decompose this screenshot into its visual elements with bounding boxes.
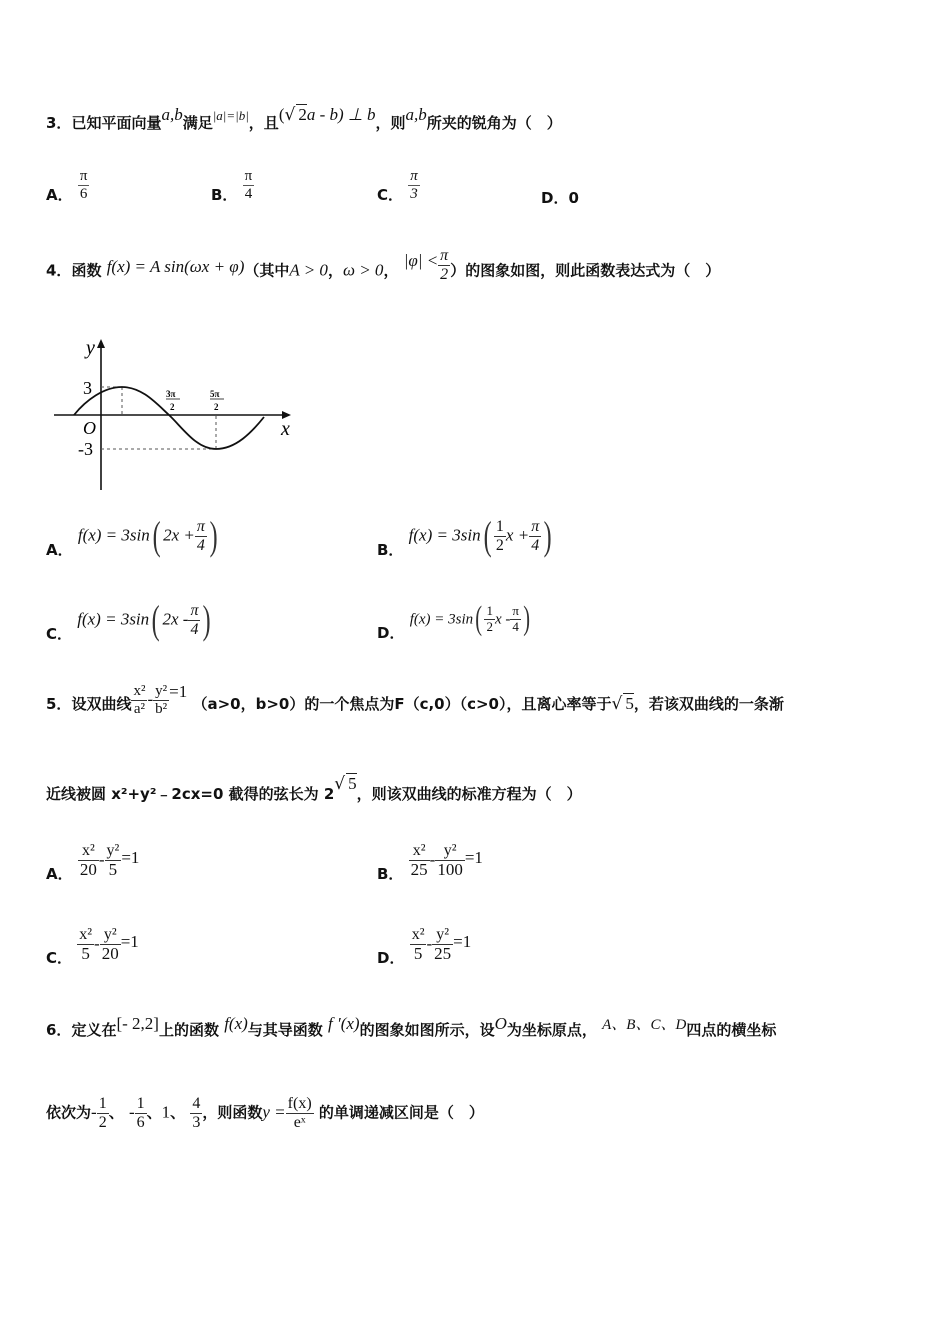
tick-5pi-2-den: 2 xyxy=(214,402,219,412)
q6-number: 6． xyxy=(46,1021,72,1039)
q5-option-b[interactable]: B． $\frac{\text{x²}}{25}$ - $\frac{\text{y²}}{100}$ =1 xyxy=(377,842,483,884)
q4-text: ）的图象如图，则此函数表达式为（ ） xyxy=(450,261,721,280)
q3-option-b[interactable]: B． $\frac{\pi}{4}$ xyxy=(211,168,253,204)
q6-text: 四点的横坐标 xyxy=(686,1021,777,1039)
q4-cond-phi: |φ| < xyxy=(403,250,439,270)
q5-text: 设双曲线 xyxy=(71,694,132,713)
q4-cond-omega: ω > 0 xyxy=(342,260,384,280)
q4-stem: 4．函数 f(x) = A sin(ωx + φ)（其中A > 0，ω > 0， |φ| < $\frac{\pi}{2}$ ）的图象如图，则此函数表达式为（ ） xyxy=(46,247,721,283)
q6-y-eq: y = xyxy=(262,1102,286,1122)
q3-option-d[interactable]: D．0 xyxy=(541,189,579,207)
q4-text: 函数 xyxy=(71,261,102,280)
q5-eccentricity: √ 5 xyxy=(611,693,634,714)
tick-3pi-2-num: 3π xyxy=(166,389,176,399)
q3-text: 满足 xyxy=(182,114,213,132)
q5-number: 5． xyxy=(46,694,72,713)
q5-option-d[interactable]: D． $\frac{\text{x²}}{5}$ - $\frac{\text{y²}}{25}$ =1 xyxy=(377,926,472,968)
q6-points: A、B、C、D xyxy=(602,1017,687,1033)
q6-interval: [- 2,2] xyxy=(116,1014,159,1033)
q6-value-2: $\frac{1}{6}$ xyxy=(136,1095,145,1131)
q5-text: ，若该双曲线的一条渐 xyxy=(633,694,784,713)
q3-option-c-fraction: $\frac{\pi}{3}$ xyxy=(410,168,418,202)
q5-option-c[interactable]: C． $\frac{\text{x²}}{5}$ - $\frac{\text{y²}}{20}$ =1 xyxy=(46,926,139,968)
q3-option-a-fraction: $\frac{\pi}{6}$ xyxy=(79,168,88,202)
q6-fpx: f ′(x) xyxy=(328,1014,360,1033)
q6-origin: O xyxy=(494,1014,507,1033)
q3-number: 3． xyxy=(46,114,72,132)
q3-stem xyxy=(46,105,562,133)
y-max-label: 3 xyxy=(83,378,92,398)
y-axis-arrow xyxy=(97,339,105,348)
tick-3pi-2-den: 2 xyxy=(170,402,175,412)
q6-value-3: 1 xyxy=(161,1102,171,1122)
q3-option-b-fraction: $\frac{\pi}{4}$ xyxy=(244,168,253,202)
q6-text: 上的函数 xyxy=(158,1021,219,1039)
q3-option-a[interactable]: A． $\frac{\pi}{6}$ xyxy=(46,168,88,204)
q4-option-d[interactable]: D． f(x) = 3sin( $\frac{1}{2}$ x - $\frac{\pi}{4}$ ) xyxy=(377,600,531,642)
q3-vectors: a,b xyxy=(161,105,183,124)
q3-condition-abs: |a|=|b| xyxy=(212,108,249,123)
q4-function: f(x) = A sin(ωx + φ) xyxy=(106,256,245,276)
q4-text: （其中 xyxy=(244,261,290,280)
q6-stem xyxy=(46,1013,777,1039)
q5-eq-y: $\frac{\text{y²}}{\text{b²}}$ xyxy=(155,683,168,717)
q6-text: 定义在 xyxy=(71,1021,117,1039)
q3-text: ，则 xyxy=(375,114,406,132)
tick-5pi-2-num: 5π xyxy=(210,389,220,399)
q4-option-a[interactable]: A． f(x) = 3sin( 2x + $\frac{\pi}{4}$ ) xyxy=(46,513,218,559)
q5-chord-length: √ 5 xyxy=(334,774,357,794)
origin-label: O xyxy=(83,418,96,438)
y-axis-label: y xyxy=(86,337,95,359)
q6-text: 的图象如图所示，设 xyxy=(359,1021,495,1039)
q6-value-4: $\frac{4}{3}$ xyxy=(192,1095,201,1131)
y-min-label: -3 xyxy=(78,439,93,459)
q4-option-b[interactable]: B． f(x) = 3sin( $\frac{1}{2}$ x + $\frac{\pi}{4}$ ) xyxy=(377,513,552,559)
q3-text: 所夹的锐角为（ ） xyxy=(426,114,562,132)
q3-condition-perp: (√ 2a - b) ⊥ b xyxy=(278,105,376,125)
q5-stem-line2: 近线被圆 x²+y²﹣2cx=0 截得的弦长为 2√ 5，则该双曲线的标准方程为（ ） xyxy=(46,774,582,803)
q5-text: （a>0，b>0）的一个焦点为F（c,0）（c>0），且离心率等于 xyxy=(192,694,612,713)
q6-fx: f(x) xyxy=(224,1014,248,1033)
q6-text: 为坐标原点， xyxy=(506,1021,597,1039)
q5-eq-x: $\frac{\text{x²}}{\text{a²}}$ xyxy=(133,683,146,717)
q4-sine-graph xyxy=(46,335,301,500)
q5-stem: 5．设双曲线 $\frac{\text{x²}}{\text{a²}}$ - $\frac{\text{y²}}{\text{b²}}$ =1 （a>0，b>0）的一个焦点为F（c,0）（c>0），且离心率等于√ 5，若该双曲线的一条渐 xyxy=(46,681,784,717)
q6-y-fraction: $\frac{f(x)}{\text{eˣ}}$ xyxy=(287,1095,312,1131)
q3-option-c[interactable]: C． $\frac{\pi}{3}$ xyxy=(377,168,418,204)
q4-cond-a: A > 0 xyxy=(289,260,328,280)
q4-option-c[interactable]: C． f(x) = 3sin( 2x - $\frac{\pi}{4}$ ) xyxy=(46,597,212,643)
q4-number: 4． xyxy=(46,261,72,280)
q3-text: 已知平面向量 xyxy=(71,114,162,132)
q3-text: ，且 xyxy=(248,114,279,132)
x-axis-label: x xyxy=(281,418,290,440)
q6-stem-line2: 依次为- $\frac{1}{2}$ 、 - $\frac{1}{6}$ 、1、 $\frac{4}{3}$ ，则函数y = $\frac{f(x)}{\text{eˣ}}$ 的单调递减区间是（ ） xyxy=(46,1095,484,1131)
q5-option-a[interactable]: A． $\frac{\text{x²}}{20}$ - $\frac{\text{y²}}{5}$ =1 xyxy=(46,842,140,884)
q4-cond-phi-fraction: $\frac{\pi}{2}$ xyxy=(440,247,449,283)
q3-vectors: a,b xyxy=(405,105,427,124)
q6-text: 与其导函数 xyxy=(247,1021,323,1039)
q6-value-1: $\frac{1}{2}$ xyxy=(98,1095,107,1131)
